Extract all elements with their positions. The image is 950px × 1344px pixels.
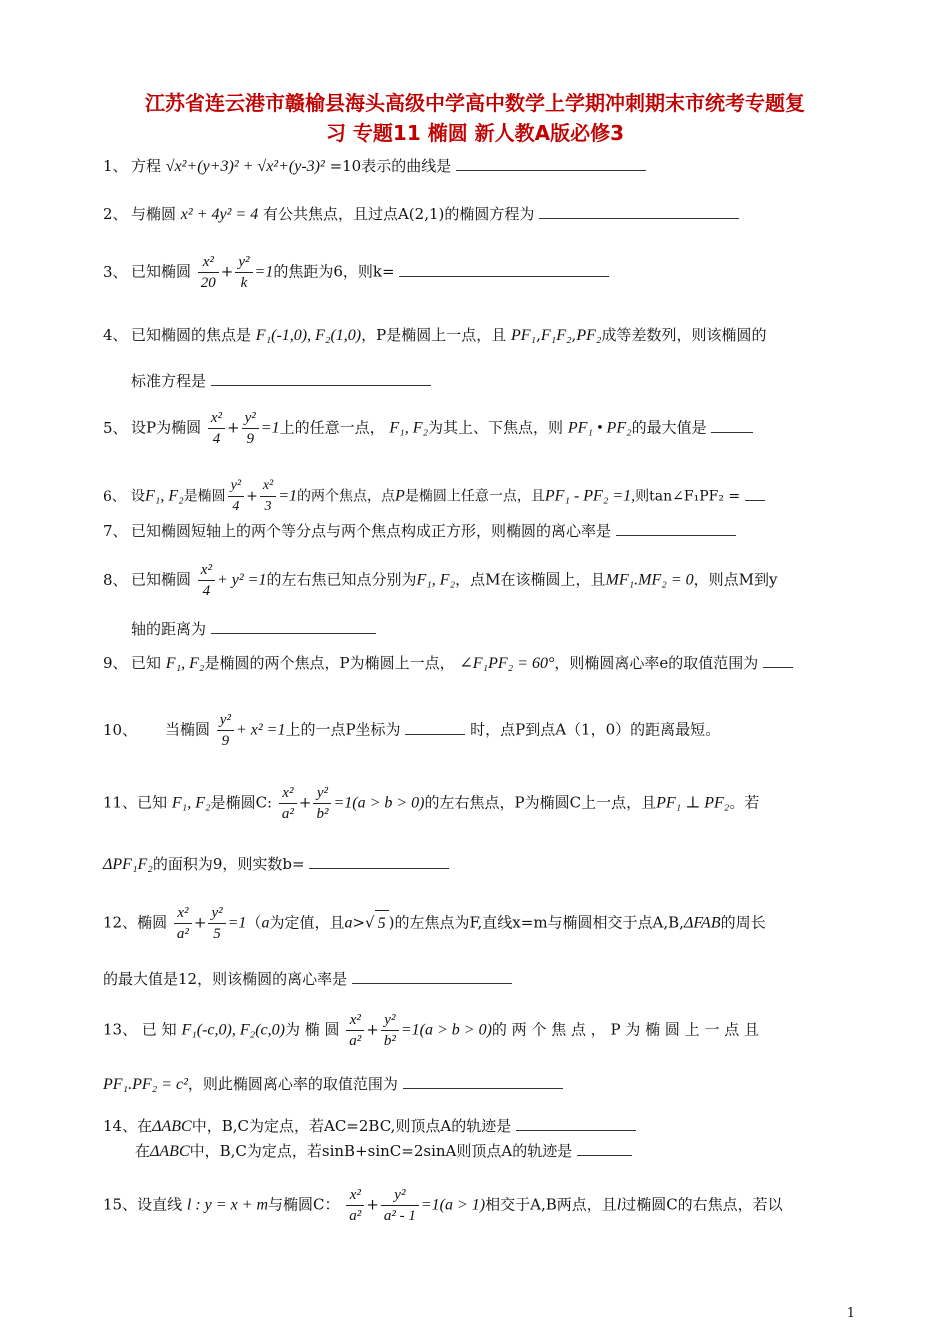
answer-blank[interactable] xyxy=(539,204,739,219)
answer-blank[interactable] xyxy=(211,371,431,386)
fraction: $\frac{\text{x²}}{20}$ xyxy=(198,252,219,293)
answer-blank[interactable] xyxy=(352,969,512,984)
fraction: $\frac{\text{y²}}{\text{b²}}$ xyxy=(381,1010,399,1051)
answer-blank[interactable] xyxy=(745,486,765,501)
question-12-line-2: 的最大值是12，则该椭圆的离心率是 xyxy=(103,968,863,990)
document-title xyxy=(60,88,890,148)
question-15: 15、设直线 l : y = x + m与椭圆C： $\frac{\text{x²}}{\text{a²}}$ + $\frac{\text{y²}}{\text{a² - 1}}$ =1(a > 1)相交于A,B两点，且l过椭圆C的右焦点，若以 xyxy=(103,1187,783,1224)
fraction: $\frac{\text{y²}}{9}$ xyxy=(242,408,259,449)
question-11: 11、已知 F₁, F₂是椭圆C: $\frac{\text{x²}}{\text{a²}}$ + $\frac{\text{y²}}{\text{b²}}$ =1(a > b > 0)的左右焦点，P为椭圆C上一点，且PF₁ ⊥ PF₂。若 xyxy=(103,785,760,822)
fraction: $\frac{\text{y²}}{\text{b²}}$ xyxy=(313,783,331,824)
question-2: 2、 与椭圆 x² + 4y² = 4 有公共焦点，且过点A(2,1)的椭圆方程为 xyxy=(103,203,863,226)
question-12: 12、椭圆 $\frac{\text{x²}}{\text{a²}}$ + $\frac{\text{y²}}{5}$ =1（a为定值，且a>√ 5 )的左焦点为F,直线x=m与椭圆相交于点A,B,ΔFAB的周长 xyxy=(103,905,766,942)
question-5: 5、 设P为椭圆 $\frac{\text{x²}}{4}$ + $\frac{\text{y²}}{9}$ =1上的任意一点， F₁, F₂为其上、下焦点，则 PF₁ • PF₂的最大值是 xyxy=(103,408,863,449)
fraction: $\frac{\text{y²}}{4}$ xyxy=(228,476,244,517)
fraction: $\frac{\text{y²}}{5}$ xyxy=(208,903,225,944)
title-line-1: 江苏省连云港市赣榆县海头高级中学高中数学上学期冲刺期末市统考专题复 xyxy=(145,91,805,115)
question-11-line-2: ΔPF₁F₂的面积为9，则实数b= xyxy=(103,853,863,876)
question-14: 14、在ΔABC中，B,C为定点，若AC=2BC,则顶点A的轨迹是 xyxy=(103,1115,863,1138)
fraction: $\frac{\text{x²}}{4}$ xyxy=(198,560,215,601)
question-8: 8、 已知椭圆 $\frac{\text{x²}}{4}$ + y² =1的左右焦已知点分别为F₁, F₂，点M在该椭圆上，且MF₁.MF₂ = 0，则点M到y xyxy=(103,562,778,599)
question-13: 13、 已 知 F₁(-c,0), F₂(c,0)为 椭 圆 $\frac{\text{x²}}{\text{a²}}$ + $\frac{\text{y²}}{\text{b²}}$ =1(a > b > 0)的 两 个 焦 点 ， P 为 椭 圆 上 一 点 且 xyxy=(103,1012,759,1049)
answer-blank[interactable] xyxy=(516,1116,636,1131)
fraction: $\frac{\text{x²}}{3}$ xyxy=(260,476,276,517)
answer-blank[interactable] xyxy=(211,619,376,634)
question-8-line-2: 轴的距离为 xyxy=(103,618,863,640)
question-4: 4、 已知椭圆的焦点是 F₁(-1,0), F₂(1,0)，P是椭圆上一点，且 PF₁,F₁F₂,PF₂成等差数列，则该椭圆的 xyxy=(103,326,767,344)
question-10: 10、 当椭圆 $\frac{\text{y²}}{9}$ + x² =1上的一点P坐标为 时，点P到点A（1，0）的距离最短。 xyxy=(103,712,721,749)
answer-blank[interactable] xyxy=(763,653,793,668)
answer-blank[interactable] xyxy=(456,156,646,171)
question-3: 3、 已知椭圆 $\frac{\text{x²}}{20}$ + $\frac{\text{y²}}{k}$ =1的焦距为6，则k= xyxy=(103,252,863,293)
answer-blank[interactable] xyxy=(405,720,465,735)
question-6: 6、 设F₁, F₂是椭圆 $\frac{\text{y²}}{4}$ + $\frac{\text{x²}}{3}$ =1的两个焦点，点P是椭圆上任意一点，且PF₁ - PF₂ =1,则tan∠F₁PF₂ = xyxy=(103,476,863,517)
fraction: $\frac{\text{x²}}{\text{a²}}$ xyxy=(279,783,297,824)
question-1: 1、 方程 √x²+(y+3)² + √x²+(y-3)² =10表示的曲线是 xyxy=(103,155,863,178)
fraction: $\frac{\text{x²}}{4}$ xyxy=(208,408,225,449)
page-number: 1 xyxy=(846,1306,855,1321)
q1-formula: √x²+(y+3)² + √x²+(y-3)² xyxy=(165,158,325,175)
fraction: $\frac{\text{x²}}{\text{a²}}$ xyxy=(346,1185,364,1226)
fraction: $\frac{\text{y²}}{\text{a² - 1}}$ xyxy=(381,1185,419,1226)
question-7: 7、 已知椭圆短轴上的两个等分点与两个焦点构成正方形，则椭圆的离心率是 xyxy=(103,520,863,542)
answer-blank[interactable] xyxy=(309,854,449,869)
answer-blank[interactable] xyxy=(577,1141,632,1156)
answer-blank[interactable] xyxy=(616,521,736,536)
answer-blank[interactable] xyxy=(711,418,753,433)
question-4-line-2: 标准方程是 xyxy=(103,370,863,392)
fraction: $\frac{\text{y²}}{9}$ xyxy=(217,710,234,751)
question-13-line-2: PF₁.PF₂ = c²，则此椭圆离心率的取值范围为 xyxy=(103,1073,863,1096)
question-9: 9、 已知 F₁, F₂是椭圆的两个焦点，P为椭圆上一点， ∠F₁PF₂ = 60°，则椭圆离心率e的取值范围为 xyxy=(103,652,863,675)
answer-blank[interactable] xyxy=(403,1074,563,1089)
answer-blank[interactable] xyxy=(399,262,609,277)
fraction: $\frac{\text{y²}}{k}$ xyxy=(235,252,252,293)
fraction: $\frac{\text{x²}}{\text{a²}}$ xyxy=(174,903,192,944)
question-14-line-2: 在ΔABC中，B,C为定点，若sinB+sinC=2sinA则顶点A的轨迹是 xyxy=(135,1140,895,1163)
fraction: $\frac{\text{x²}}{\text{a²}}$ xyxy=(346,1010,364,1051)
title-line-2: 习 专题11 椭圆 新人教A版必修3 xyxy=(325,121,625,145)
